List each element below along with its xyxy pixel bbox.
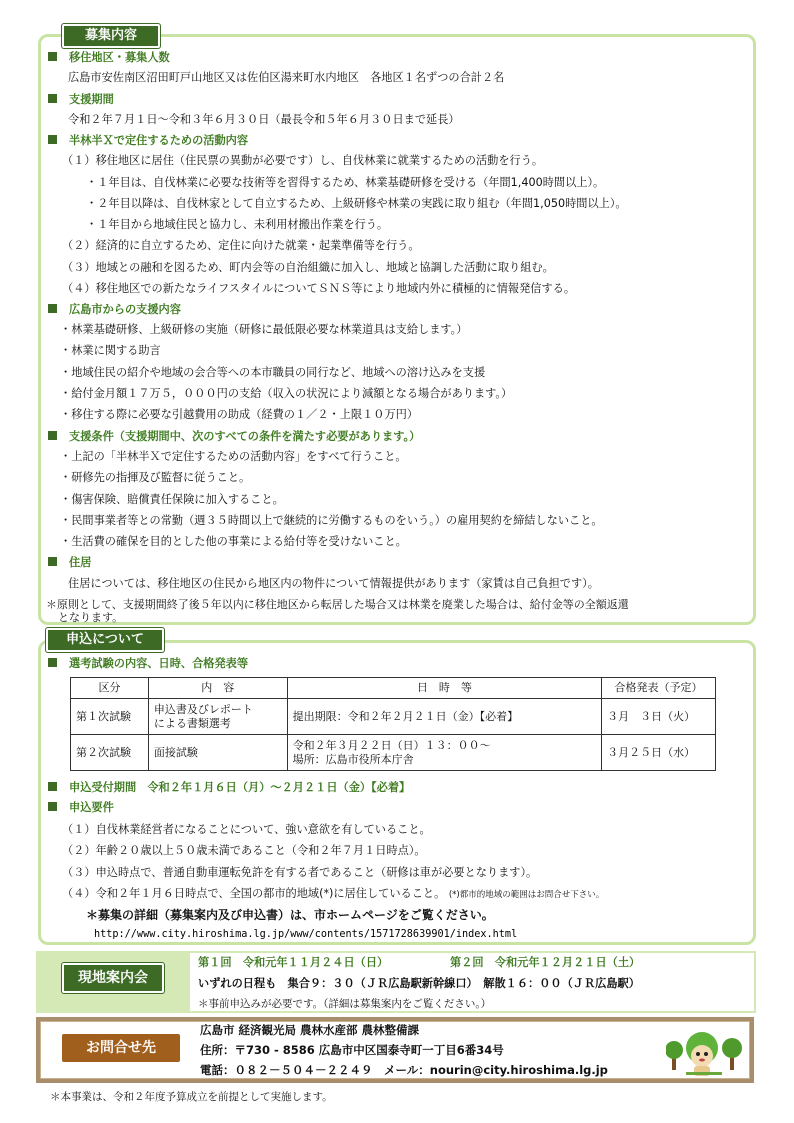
exam-result-date: ３月 ３日（火） (602, 699, 716, 735)
area-text: 広島市安佐南区沼田町戸山地区又は佐伯区湯来町水内地区 各地区１名ずつの合計２名 (68, 71, 505, 84)
support-line: ・地域住民の紹介や地域の会合等への本市職員の同行など、地域への溶け込みを支援 (60, 366, 486, 379)
period-heading: 支援期間 (48, 92, 114, 108)
tour-note: ＊事前申込みが必要です。（詳細は募集案内をご覧ください。） (198, 998, 492, 1010)
table-row (71, 699, 716, 735)
activity-line: ・２年目以降は、自伐林家として自立するため、上級研修や林業の実践に取り組む（年間1,050時間以上）。 (86, 197, 627, 210)
recruit-tab: 募集内容 (62, 24, 160, 48)
exam-heading: 選考試験の内容、日時、合格発表等 (48, 656, 248, 672)
deadline-line: 申込受付期間 令和２年１月６日（月）～２月２１日（金）【必着】 (48, 780, 410, 796)
area-heading: 移住地区・募集人数 (48, 50, 170, 66)
tour-date-1: 第１回 令和元年１１月２４日（日） (198, 956, 389, 969)
requirement-line: （１）自伐林業経営者になることについて、強い意欲を有していること。 (62, 823, 431, 836)
activity-line: ・１年目から地域住民と協力し、未利用材搬出作業を行う。 (86, 218, 389, 231)
contact-address: 住所：〒730 - 8586 広島市中区国泰寺町一丁目6番34号 (200, 1043, 504, 1057)
detail-text: ＊募集の詳細（募集案内及び申込書）は、市ホームページをご覧ください。 (86, 908, 494, 922)
tour-schedule: いずれの日程も 集合９：３０（ＪＲ広島駅新幹線口） 解散１６：００（ＪＲ広島駅） (198, 977, 640, 990)
exam-result-date: ３月２５日（水） (602, 735, 716, 771)
table-row (71, 735, 716, 771)
condition-line: ・傷害保険、賠償責任保険に加入すること。 (60, 493, 284, 506)
table-header: 日 時 等 (287, 678, 601, 699)
table-header-row (71, 678, 716, 699)
exam-content: 面接試験 (148, 735, 287, 771)
requirements-heading: 申込要件 (48, 800, 114, 816)
support-line: ・林業基礎研修、上級研修の実施（研修に最低限必要な林業道具は支給します。） (60, 323, 468, 336)
contact-phone-email: 電話：０８２－５０４－２２４９ メール：nourin@city.hiroshima.lg.jp (200, 1063, 608, 1077)
homepage-link[interactable]: http://www.city.hiroshima.lg.jp/www/contents/1571728639901/index.html (94, 929, 518, 940)
exam-kind: 第２次試験 (71, 735, 149, 771)
period-text: 令和２年７月１日～令和３年６月３０日（最長令和５年６月３０日まで延長） (68, 113, 460, 126)
refund-note: ＊原則として、支援期間終了後５年以内に移住地区から転居した場合又は林業を廃業した場合は、給付金等の全額返還 (46, 598, 629, 611)
activity-heading: 半林半Ｘで定住するための活動内容 (48, 133, 248, 149)
table-header: 内 容 (148, 678, 287, 699)
requirement-note: (*)都市的地域の範囲はお問合せ下さい。 (448, 890, 605, 900)
contact-department: 広島市 経済観光局 農林水産部 農林整備課 (200, 1023, 420, 1037)
conditions-heading: 支援条件（支援期間中、次のすべての条件を満たす必要があります。） (48, 429, 420, 445)
table-header: 合格発表（予定） (602, 678, 716, 699)
condition-line: ・民間事業者等との常勤（週３５時間以上で継続的に労働するものをいう。）の雇用契約を締結しないこと。 (60, 514, 603, 527)
exam-schedule-table (70, 677, 716, 771)
activity-line: （３）地域との融和を図るため、町内会等の自治組織に加入し、地域と協調した活動に取り組む。 (62, 261, 554, 274)
condition-line: ・研修先の指揮及び監督に従うこと。 (60, 471, 251, 484)
support-line: ・林業に関する助言 (60, 344, 161, 357)
activity-line: （２）経済的に自立するため、定住に向けた就業・起業準備等を行う。 (62, 239, 420, 252)
apply-tab: 申込について (46, 628, 164, 652)
footer-note: ＊本事業は、令和２年度予算成立を前提として実施します。 (50, 1091, 333, 1103)
table-header: 区分 (71, 678, 149, 699)
activity-line: （４）移住地区での新たなライフスタイルについてＳＮＳ等により地域内外に積極的に情報発信する。 (62, 282, 576, 295)
housing-heading: 住居 (48, 555, 91, 571)
exam-kind: 第１次試験 (71, 699, 149, 735)
support-line: ・移住する際に必要な引越費用の助成（経費の１／２・上限１０万円） (60, 408, 419, 421)
exam-date: 令和２年３月２２日（日）１３：００～ 場所：広島市役所本庁舎 (287, 735, 601, 771)
support-line: ・給付金月額１７万５，０００円の支給（収入の状況により減額となる場合があります。） (60, 387, 513, 400)
exam-content: 申込書及びレポート による書類選考 (148, 699, 287, 735)
condition-line: ・上記の「半林半Ｘで定住するための活動内容」をすべて行うこと。 (60, 450, 407, 463)
requirement-line: （３）申込時点で、普通自動車運転免許を有する者であること（研修は車が必要となります）。 (62, 866, 538, 879)
activity-line: （１）移住地区に居住（住民票の異動が必要です）し、自伐林業に就業するための活動を行う。 (62, 154, 544, 167)
exam-date: 提出期限：令和２年２月２１日（金）【必着】 (287, 699, 601, 735)
tour-tab: 現地案内会 (62, 963, 164, 993)
tree-mascot-icon (666, 1026, 742, 1078)
refund-note-cont: となります。 (58, 611, 124, 624)
activity-line: ・１年目は、自伐林業に必要な技術等を習得するため、林業基礎研修を受ける（年間1,400時間以上）。 (86, 176, 605, 189)
contact-tab: お問合せ先 (62, 1034, 180, 1062)
condition-line: ・生活費の確保を目的とした他の事業による給付等を受けないこと。 (60, 535, 407, 548)
requirement-line: （４）令和２年１月６日時点で、全国の都市的地域(*)に居住していること。 (*)都市的地域の範囲はお問合せ下さい。 (62, 887, 605, 900)
housing-text: 住居については、移住地区の住民から地区内の物件について情報提供があります（家賃は自己負担です）。 (68, 577, 599, 590)
tour-date-2: 第２回 令和元年１２月２１日（土） (450, 956, 641, 969)
support-heading: 広島市からの支援内容 (48, 302, 181, 318)
requirement-line: （２）年齢２０歳以上５０歳未満であること（令和２年７月１日時点）。 (62, 844, 426, 857)
